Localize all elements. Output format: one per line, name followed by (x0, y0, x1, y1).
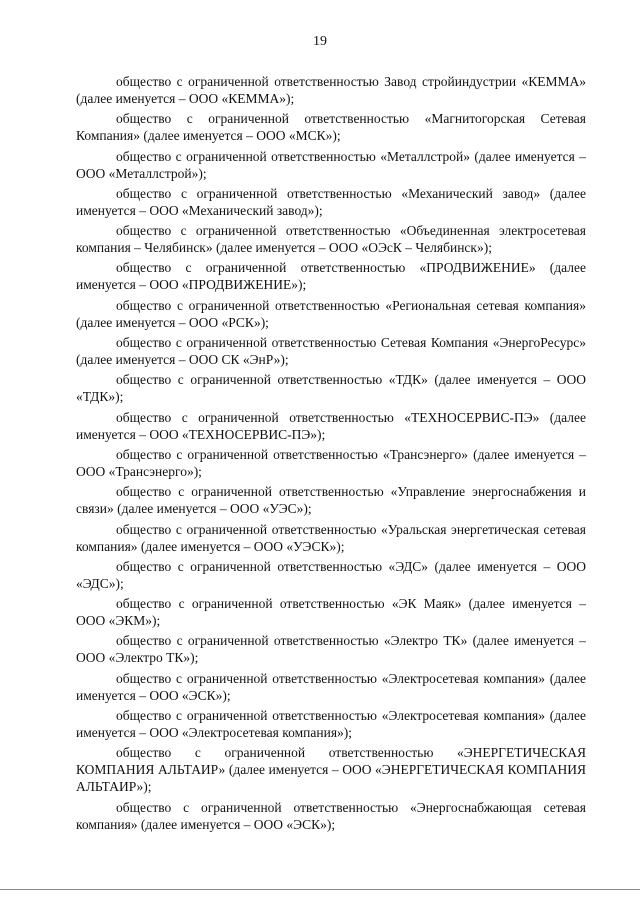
paragraph: общество с ограниченной ответственностью Завод стройиндустрии «КЕММА» (далее именуется – ООО «КЕММА»); (76, 74, 586, 106)
paragraph: общество с ограниченной ответственностью «Механический завод» (далее именуется – ООО «Механический завод»); (76, 185, 586, 218)
paragraph: общество с ограниченной ответственностью «Объединенная электросетевая компания – Челябинск» (далее именуется – ООО «ОЭсК – Челябинск»); (76, 223, 586, 256)
page-number: 19 (313, 34, 327, 49)
paragraph: общество с ограниченной ответственностью «Региональная сетевая компания» (далее именуется – ООО «РСК»); (76, 297, 586, 330)
paragraph: общество с ограниченной ответственностью «ЭНЕРГЕТИЧЕСКАЯ КОМПАНИЯ АЛЬТАИР» (далее именуется – ООО «ЭНЕРГЕТИЧЕСКАЯ КОМПАНИЯ АЛЬТАИР»); (76, 745, 586, 795)
page-bottom-divider (0, 889, 640, 890)
paragraph: общество с ограниченной ответственностью «Уральская энергетическая сетевая компания» (далее именуется – ООО «УЭСК»); (76, 521, 586, 554)
paragraph: общество с ограниченной ответственностью «Магнитогорская Сетевая Компания» (далее именуется – ООО «МСК»); (76, 111, 586, 144)
paragraph: общество с ограниченной ответственностью «ТДК» (далее именуется – ООО «ТДК»); (76, 372, 586, 405)
paragraph: общество с ограниченной ответственностью «Управление энергоснабжения и связи» (далее именуется – ООО «УЭС»); (76, 484, 586, 517)
paragraph: общество с ограниченной ответственностью «Электросетевая компания» (далее именуется – ООО «Электросетевая компания»); (76, 708, 586, 741)
paragraph: общество с ограниченной ответственностью «Трансэнерго» (далее именуется – ООО «Трансэнерго»); (76, 446, 586, 479)
paragraph: общество с ограниченной ответственностью «Электросетевая компания» (далее именуется – ООО «ЭСК»); (76, 670, 586, 703)
paragraph: общество с ограниченной ответственностью «ТЕХНОСЕРВИС-ПЭ» (далее именуется – ООО «ТЕХНОСЕРВИС-ПЭ»); (76, 409, 586, 442)
paragraph: общество с ограниченной ответственностью «Металлстрой» (далее именуется – ООО «Металлстрой»); (76, 148, 586, 181)
paragraph: общество с ограниченной ответственностью «ПРОДВИЖЕНИЕ» (далее именуется – ООО «ПРОДВИЖЕНИЕ»); (76, 260, 586, 293)
paragraph: общество с ограниченной ответственностью «ЭК Маяк» (далее именуется – ООО «ЭКМ»); (76, 596, 586, 629)
paragraph: общество с ограниченной ответственностью «Электро ТК» (далее именуется – ООО «Электро ТК»); (76, 633, 586, 666)
document-body (76, 73, 586, 836)
paragraph: общество с ограниченной ответственностью «Энергоснабжающая сетевая компания» (далее именуется – ООО «ЭСК»); (76, 799, 586, 832)
paragraph: общество с ограниченной ответственностью «ЭДС» (далее именуется – ООО «ЭДС»); (76, 558, 586, 591)
paragraph: общество с ограниченной ответственностью Сетевая Компания «ЭнергоРесурс» (далее именуется – ООО СК «ЭнР»); (76, 335, 586, 368)
